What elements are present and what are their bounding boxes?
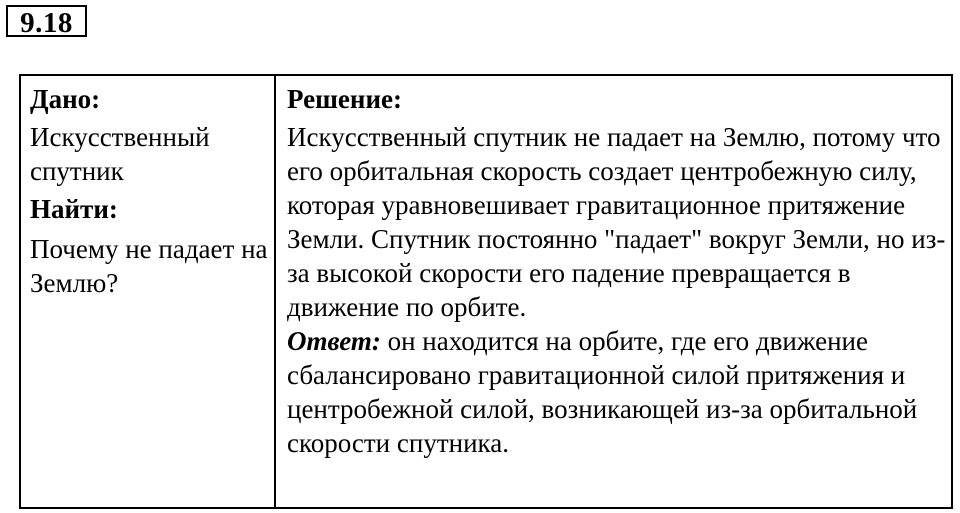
given-text: Искусственный спутник [30,122,210,186]
problem-number: 9.18 [6,5,87,37]
solution-heading: Решение: [287,84,402,114]
solution-text: Искусственный спутник не падает на Землю, потому что его орбитальная скорость создает центробежную силу, которая уравновешивает гравитационное притяжение Земли. Спутник постоянно "падает" вокруг Земли, но из-за высокой скорости его падение превращается в движение по орбите. [287,122,946,322]
given-heading: Дано: [30,84,101,114]
find-text: Почему не падает на Землю? [30,234,268,298]
answer-label: Ответ: [287,326,381,356]
answer-text: он находится на орбите, где его движение сбалансировано гравитационной силой притяжения и центробежной силой, возникающей из-за орбитальной скорости спутника. [287,326,918,458]
solution-table [19,74,953,509]
solution-column [276,76,951,507]
find-heading: Найти: [30,194,118,224]
answer-block [287,326,917,458]
given-column [21,76,276,507]
